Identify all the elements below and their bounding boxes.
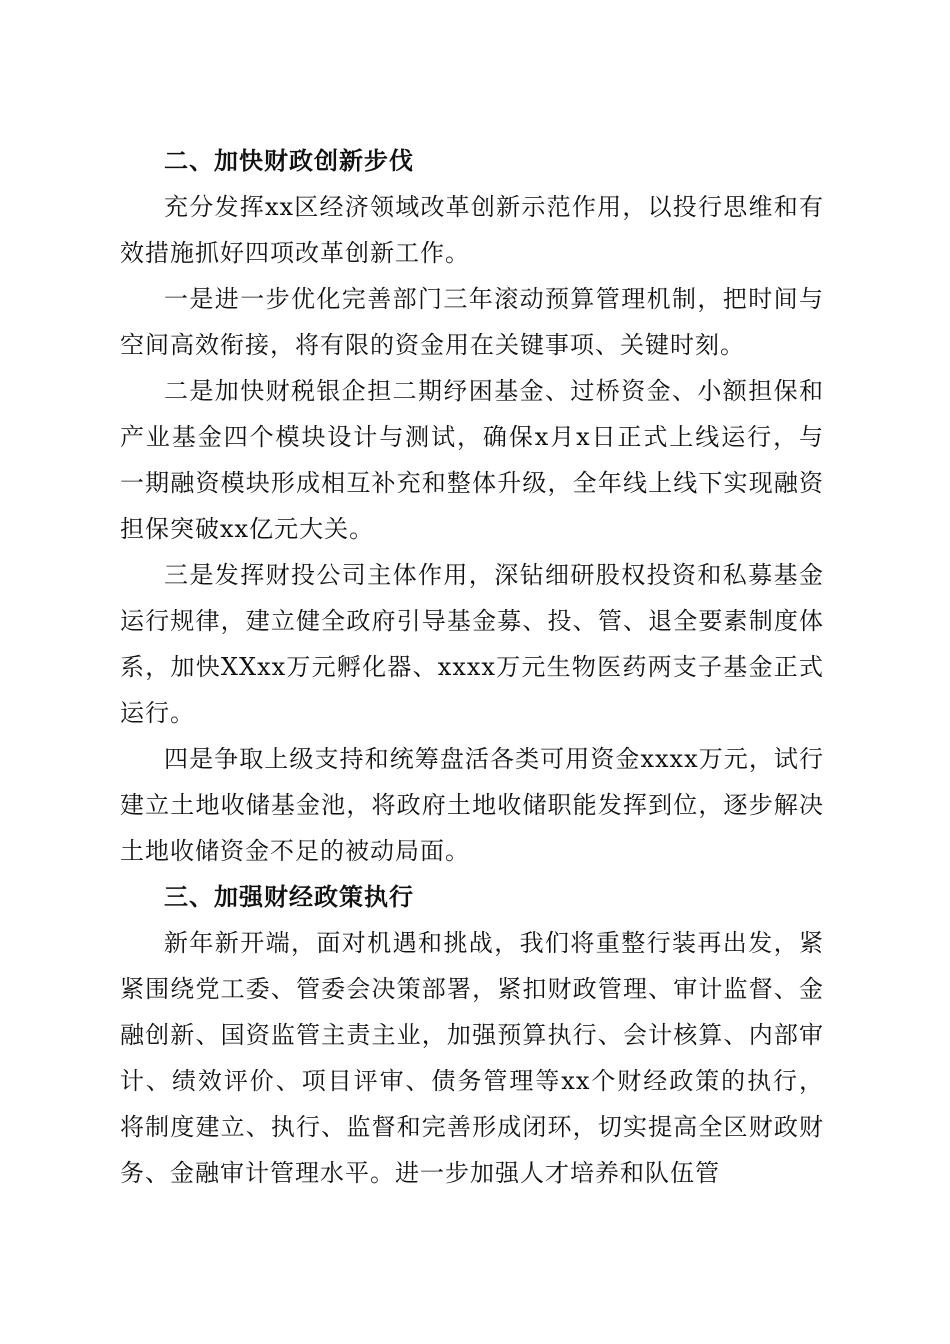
paragraph-policy-execution: 新年新开端，面对机遇和挑战，我们将重整行装再出发，紧紧围绕党工委、管委会决策部署，紧扣财政管理、审计监督、金融创新、国资监管主责主业，加强预算执行、会计核算、内部审计、绩效评价、项目评审、债务管理等xx个财经政策的执行，将制度建立、执行、监督和完善形成闭环，切实提高全区财政财务、金融审计管理水平。进一步加强人才培养和队伍管 — [120, 929, 824, 1187]
paragraph-intro: 充分发挥xx区经济领域改革创新示范作用，以投行思维和有效措施抓好四项改革创新工作。 — [120, 193, 824, 267]
paragraph-item-4: 四是争取上级支持和统筹盘活各类可用资金xxxx万元，试行建立土地收储基金池，将政府土地收储职能发挥到位，逐步解决土地收储资金不足的被动局面。 — [120, 745, 824, 865]
paragraph-item-1: 一是进一步优化完善部门三年滚动预算管理机制，把时间与空间高效衔接，将有限的资金用在关键事项、关键时刻。 — [120, 285, 824, 359]
document-body — [120, 138, 824, 1196]
paragraph-item-3: 三是发挥财投公司主体作用，深钻细研股权投资和私募基金运行规律，建立健全政府引导基金募、投、管、退全要素制度体系，加快XXxx万元孵化器、xxxx万元生物医药两支子基金正式运行。 — [120, 561, 824, 727]
section-heading-3: 三、加强财经政策执行 — [164, 883, 414, 911]
section-heading-2: 二、加快财政创新步伐 — [164, 147, 414, 175]
paragraph-item-2: 二是加快财税银企担二期纾困基金、过桥资金、小额担保和产业基金四个模块设计与测试，确保x月x日正式上线运行，与一期融资模块形成相互补充和整体升级，全年线上线下实现融资担保突破xx亿元大关。 — [120, 377, 824, 543]
